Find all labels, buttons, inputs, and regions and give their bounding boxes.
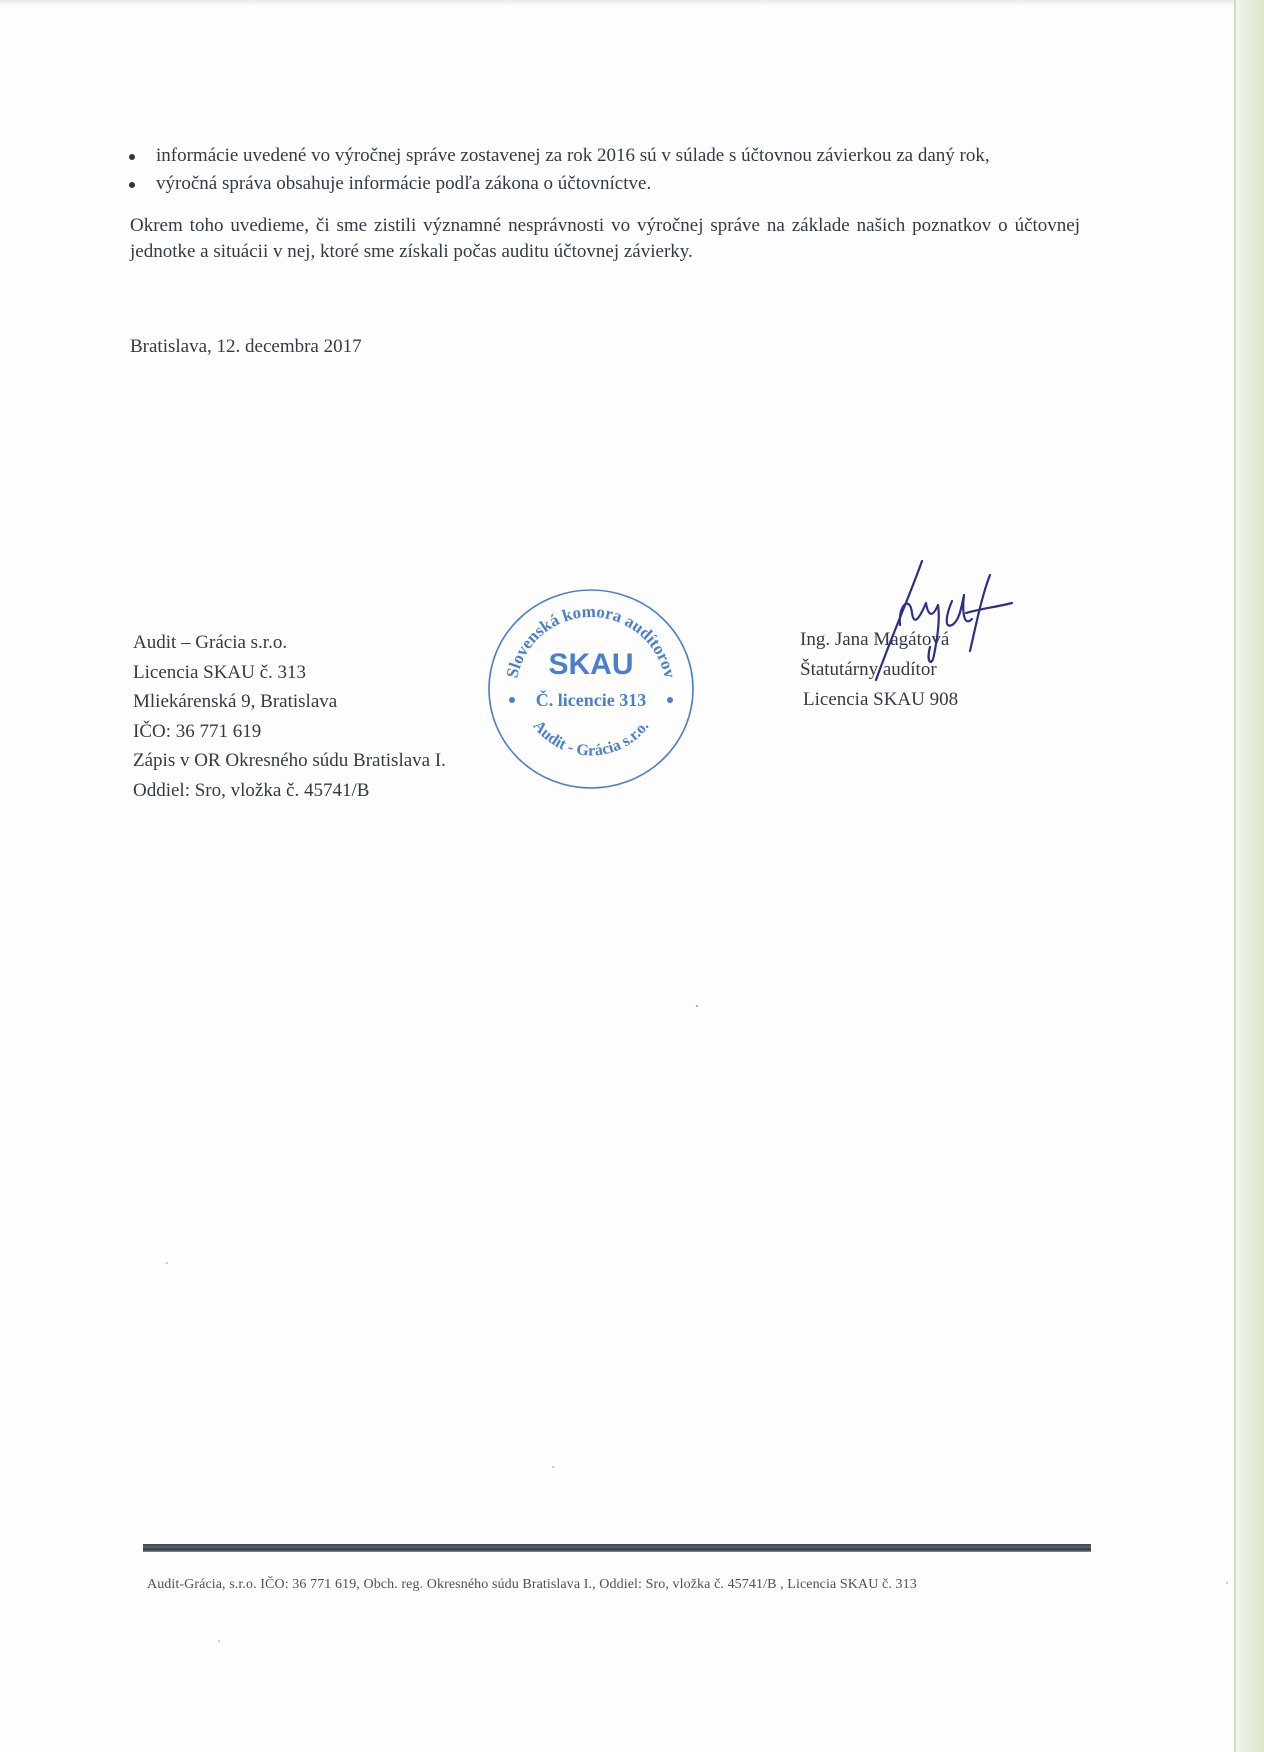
- bullet-dot: [129, 154, 135, 160]
- handwritten-signature: [840, 555, 1015, 685]
- company-block: [133, 628, 446, 805]
- footer-text: Audit-Grácia, s.r.o. IČO: 36 771 619, Obch. reg. Okresného súdu Bratislava I., Oddiel: Sro, vložka č. 45741/B , Licencia SKAU č. 313: [147, 1577, 917, 1592]
- bullet-text: výročná správa obsahuje informácie podľa zákona o účtovníctve.: [156, 173, 652, 194]
- company-license: Licencia SKAU č. 313: [133, 661, 307, 683]
- company-ico: IČO: 36 771 619: [133, 720, 262, 742]
- company-registry: Zápis v OR Okresného súdu Bratislava I.: [133, 750, 446, 771]
- scan-speck: [552, 1466, 554, 1468]
- list-item: [126, 142, 1086, 170]
- bullet-text: informácie uvedené vo výročnej správe zostavenej za rok 2016 sú v súlade s účtovnou závierkou za daný rok,: [156, 145, 990, 166]
- scan-top-shadow: [0, 0, 1264, 6]
- bullet-dot: [129, 182, 135, 188]
- stamp-dot-right: [667, 697, 673, 703]
- scan-speck: [1226, 1582, 1228, 1584]
- stamp-center-text: SKAU: [548, 648, 634, 681]
- company-stamp: [484, 582, 698, 796]
- list-item: [126, 170, 1086, 198]
- footer-divider: [143, 1544, 1091, 1552]
- auditor-name: Ing. Jana Magátová: [800, 629, 950, 650]
- auditor-license: Licencia SKAU 908: [803, 689, 959, 710]
- scan-speck: [166, 1262, 168, 1264]
- bullet-list: [126, 142, 1086, 198]
- scan-speck: [696, 1005, 698, 1007]
- auditor-role: Štatutárny audítor: [800, 659, 937, 680]
- scan-speck: [218, 1640, 220, 1642]
- stamp-bottom-arc-text: Audit - Grácia s.r.o.: [529, 717, 653, 760]
- stamp-top-arc-text: Slovenská komora audítorov: [502, 601, 680, 680]
- stamp-license-text: Č. licencie 313: [535, 690, 647, 710]
- stamp-dot-left: [509, 697, 515, 703]
- company-address: Mliekárenská 9, Bratislava: [133, 691, 338, 712]
- company-section: Oddiel: Sro, vložka č. 45741/B: [133, 779, 370, 801]
- body-paragraph: Okrem toho uvedieme, či sme zistili významné nesprávnosti vo výročnej správe na základe našich poznatkov o účtovnej jednotke a situácii v nej, ktoré sme získali počas auditu účtovnej závierky.: [130, 215, 1080, 262]
- company-name: Audit – Grácia s.r.o.: [133, 632, 288, 653]
- scan-right-edge: [1236, 0, 1264, 1752]
- place-date: Bratislava, 12. decembra 2017: [130, 336, 362, 357]
